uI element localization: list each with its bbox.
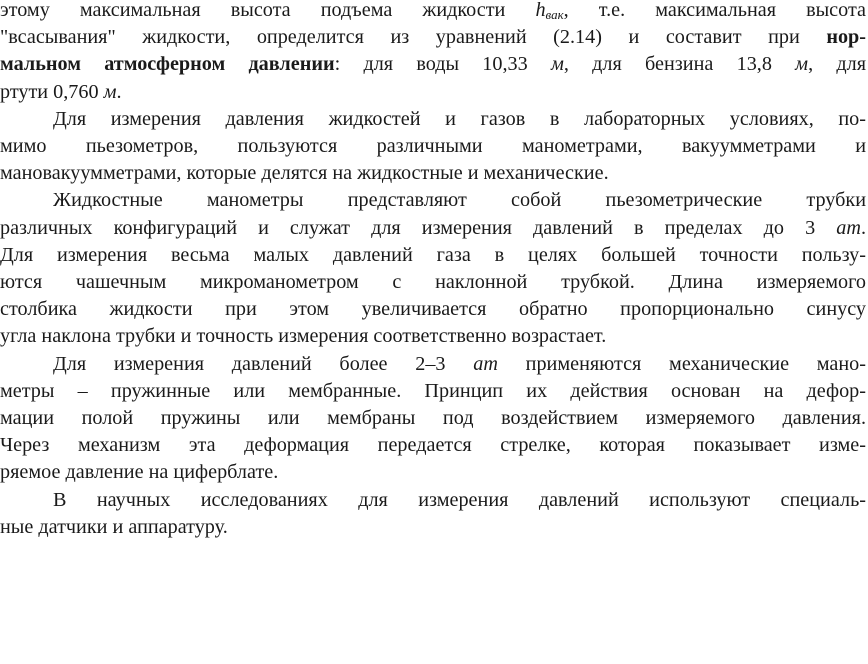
text-line: Для измерения весьма малых давлений газа в целях большей точности пользу- xyxy=(0,243,866,266)
text-line: мации полой пружины или мембраны под воздействием измеряемого давления. xyxy=(0,407,866,430)
text-line: столбика жидкости при этом увеличивается обратно пропорционально синусу xyxy=(0,298,866,321)
symbol-h: h xyxy=(535,0,546,21)
text-line xyxy=(0,79,866,106)
bold-term: мальном атмосферном давлении xyxy=(0,53,335,76)
text-run: , для бензина 13,8 xyxy=(563,53,796,76)
unit: ат xyxy=(836,216,861,239)
text-line: Жидкостные манометры представляют собой пьезометрические трубки xyxy=(53,189,866,212)
subscript-vak: вак xyxy=(545,7,564,22)
text-run: , т.е. максимальная высота xyxy=(563,0,866,21)
unit: м xyxy=(795,53,809,76)
text-line: В научных исследованиях для измерения давлений используют специаль- xyxy=(53,488,866,511)
text-line: ются чашечным микроманометром с наклонной трубкой. Длина измеряемого xyxy=(0,271,866,294)
text-run: применяются механические мано- xyxy=(497,352,866,375)
unit: ат xyxy=(473,352,498,375)
text-line: мановакуумметрами, которые делятся на жидкостные и механические. xyxy=(0,162,609,185)
text-run: , для xyxy=(808,53,866,76)
text-line: угла наклона трубки и точность измерения соответственно возрастает. xyxy=(0,325,607,348)
text-run: "всасывания" жидкости, определится из уравнений (2.14) и составит при xyxy=(0,26,827,49)
paragraph-3 xyxy=(0,187,866,350)
text-run: Для измерения давлений более 2–3 xyxy=(53,352,474,375)
paragraph-1 xyxy=(0,0,866,106)
paragraph-4 xyxy=(0,351,866,487)
text-line xyxy=(0,351,866,378)
text-line: мимо пьезометров, пользуются различными манометрами, вакуумметрами и xyxy=(0,135,866,158)
text-line xyxy=(0,51,866,78)
text-run: . xyxy=(116,80,122,103)
text-line: Через механизм эта деформация передается стрелке, которая показывает изме- xyxy=(0,434,866,457)
text-line xyxy=(0,24,866,51)
unit: м xyxy=(103,80,117,103)
text-run: ртути 0,760 xyxy=(0,80,104,103)
unit: м xyxy=(550,53,564,76)
text-line xyxy=(0,215,866,242)
text-line: Для измерения давления жидкостей и газов в лабораторных условиях, по- xyxy=(53,107,866,130)
text-run: этому максимальная высота подъема жидкости xyxy=(0,0,536,21)
text-line: метры – пружинные или мембранные. Принцип их действия основан на дефор- xyxy=(0,379,866,402)
bold-term: нор- xyxy=(826,26,866,49)
text-line: ные датчики и аппаратуру. xyxy=(0,515,228,538)
paragraph-5 xyxy=(0,487,866,541)
text-run: : для воды 10,33 xyxy=(334,53,551,76)
text-line: ряемое давление на циферблате. xyxy=(0,461,279,484)
text-line xyxy=(0,0,866,24)
text-run: . xyxy=(860,216,866,239)
paragraph-2 xyxy=(0,106,866,188)
text-run: различных конфигураций и служат для измерения давлений в пределах до 3 xyxy=(0,216,837,239)
